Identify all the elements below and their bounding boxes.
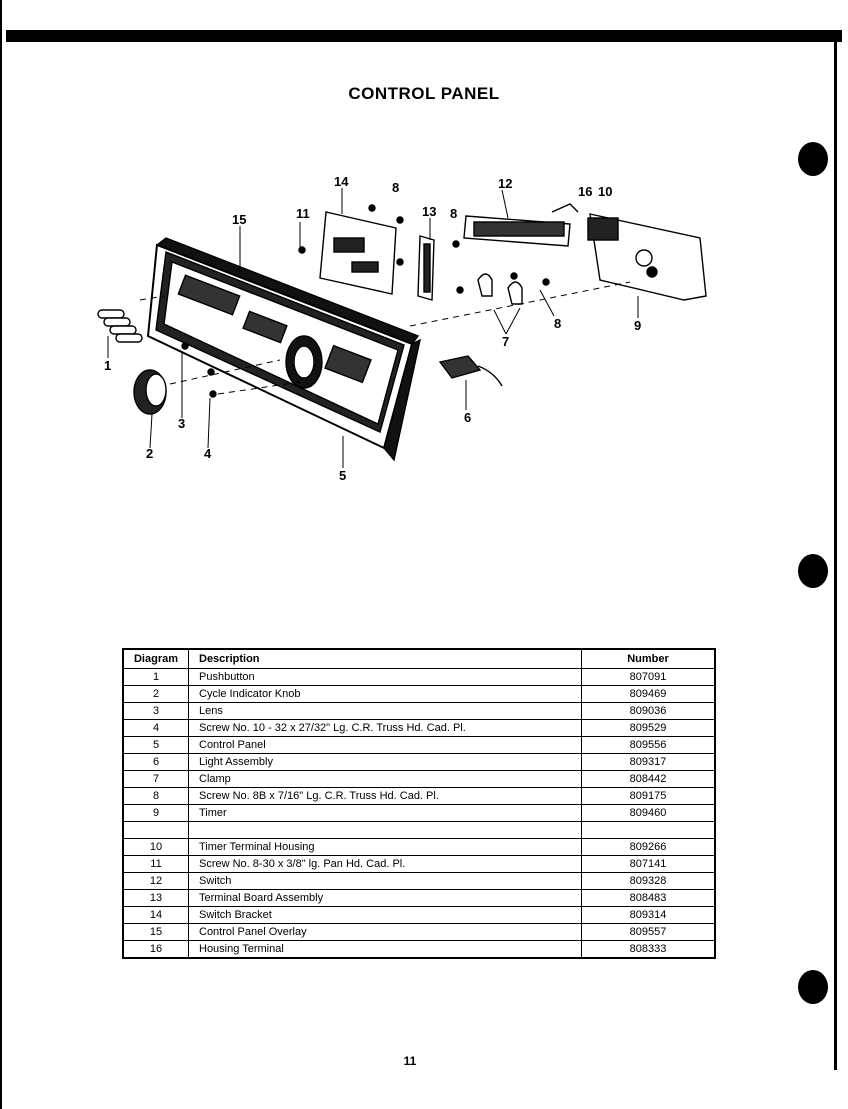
page-number: 11 — [403, 1054, 417, 1068]
callout-5: 5 — [339, 468, 347, 483]
row-number: 808333 — [582, 941, 716, 959]
exploded-parts-diagram — [0, 150, 760, 490]
row-description: Switch — [189, 873, 582, 890]
table-row — [123, 703, 715, 720]
row-number: 809175 — [582, 788, 716, 805]
table-row — [123, 856, 715, 873]
table-row — [123, 839, 715, 856]
callout-7: 7 — [502, 334, 510, 349]
row-diagram: 16 — [123, 941, 189, 959]
table-row — [123, 737, 715, 754]
callout-12: 12 — [498, 176, 513, 191]
row-description: Control Panel — [189, 737, 582, 754]
row-number: 809314 — [582, 907, 716, 924]
table-row — [123, 873, 715, 890]
row-description: Screw No. 8B x 7/16" Lg. C.R. Truss Hd. Cad. Pl. — [189, 788, 582, 805]
row-number: 808483 — [582, 890, 716, 907]
row-description: Timer — [189, 805, 582, 822]
row-number: 809469 — [582, 686, 716, 703]
row-diagram: 5 — [123, 737, 189, 754]
row-description: Cycle Indicator Knob — [189, 686, 582, 703]
row-diagram: 4 — [123, 720, 189, 737]
callout-8-mid: 8 — [450, 206, 458, 221]
row-number: 809557 — [582, 924, 716, 941]
row-number: 809529 — [582, 720, 716, 737]
row-diagram: 9 — [123, 805, 189, 822]
binder-hole — [798, 970, 828, 1004]
row-number: 809328 — [582, 873, 716, 890]
callout-6: 6 — [464, 410, 472, 425]
row-number — [582, 822, 716, 839]
row-description: Lens — [189, 703, 582, 720]
header-diagram: Diagram — [123, 649, 189, 669]
table-row — [123, 924, 715, 941]
row-description — [189, 822, 582, 839]
row-number: 809556 — [582, 737, 716, 754]
table-row — [123, 669, 715, 686]
row-description: Screw No. 8-30 x 3/8" lg. Pan Hd. Cad. Pl. — [189, 856, 582, 873]
row-description: Housing Terminal — [189, 941, 582, 959]
parts-table — [122, 648, 716, 959]
row-description: Clamp — [189, 771, 582, 788]
table-row — [123, 686, 715, 703]
row-diagram: 14 — [123, 907, 189, 924]
callout-14: 14 — [334, 174, 349, 189]
row-diagram: 12 — [123, 873, 189, 890]
page-title: CONTROL PANEL — [348, 84, 500, 103]
callout-9: 9 — [634, 318, 642, 333]
table-row — [123, 754, 715, 771]
callout-15: 15 — [232, 212, 247, 227]
row-diagram: 13 — [123, 890, 189, 907]
callout-1: 1 — [104, 358, 112, 373]
row-number: 807091 — [582, 669, 716, 686]
row-number: 807141 — [582, 856, 716, 873]
table-row — [123, 890, 715, 907]
scan-top-border — [6, 30, 842, 42]
callout-10: 10 — [598, 184, 613, 199]
table-row — [123, 822, 715, 839]
row-number: 809460 — [582, 805, 716, 822]
header-number: Number — [582, 649, 716, 669]
row-description: Control Panel Overlay — [189, 924, 582, 941]
row-diagram: 11 — [123, 856, 189, 873]
callout-8-upper: 8 — [392, 180, 400, 195]
row-diagram: 1 — [123, 669, 189, 686]
callout-8: 8 — [554, 316, 562, 331]
scan-right-border — [834, 30, 837, 1070]
callout-11: 11 — [296, 206, 310, 221]
row-description: Light Assembly — [189, 754, 582, 771]
header-description: Description — [189, 649, 582, 669]
table-row — [123, 720, 715, 737]
row-diagram: 10 — [123, 839, 189, 856]
binder-hole — [798, 554, 828, 588]
callout-16: 16 — [578, 184, 593, 199]
row-number: 809266 — [582, 839, 716, 856]
table-row — [123, 771, 715, 788]
row-diagram — [123, 822, 189, 839]
row-diagram: 8 — [123, 788, 189, 805]
row-number: 808442 — [582, 771, 716, 788]
row-diagram: 2 — [123, 686, 189, 703]
table-row — [123, 805, 715, 822]
row-diagram: 3 — [123, 703, 189, 720]
table-row — [123, 788, 715, 805]
row-diagram: 7 — [123, 771, 189, 788]
row-description: Pushbutton — [189, 669, 582, 686]
row-diagram: 6 — [123, 754, 189, 771]
callout-13: 13 — [422, 204, 437, 219]
row-number: 809036 — [582, 703, 716, 720]
row-description: Timer Terminal Housing — [189, 839, 582, 856]
callout-3: 3 — [178, 416, 186, 431]
table-row — [123, 941, 715, 959]
binder-hole — [798, 142, 828, 176]
callout-2: 2 — [146, 446, 154, 461]
table-row — [123, 907, 715, 924]
row-description: Screw No. 10 - 32 x 27/32" Lg. C.R. Truss Hd. Cad. Pl. — [189, 720, 582, 737]
row-description: Terminal Board Assembly — [189, 890, 582, 907]
row-number: 809317 — [582, 754, 716, 771]
table-header-row — [123, 649, 715, 669]
callout-4: 4 — [204, 446, 212, 461]
row-diagram: 15 — [123, 924, 189, 941]
row-description: Switch Bracket — [189, 907, 582, 924]
